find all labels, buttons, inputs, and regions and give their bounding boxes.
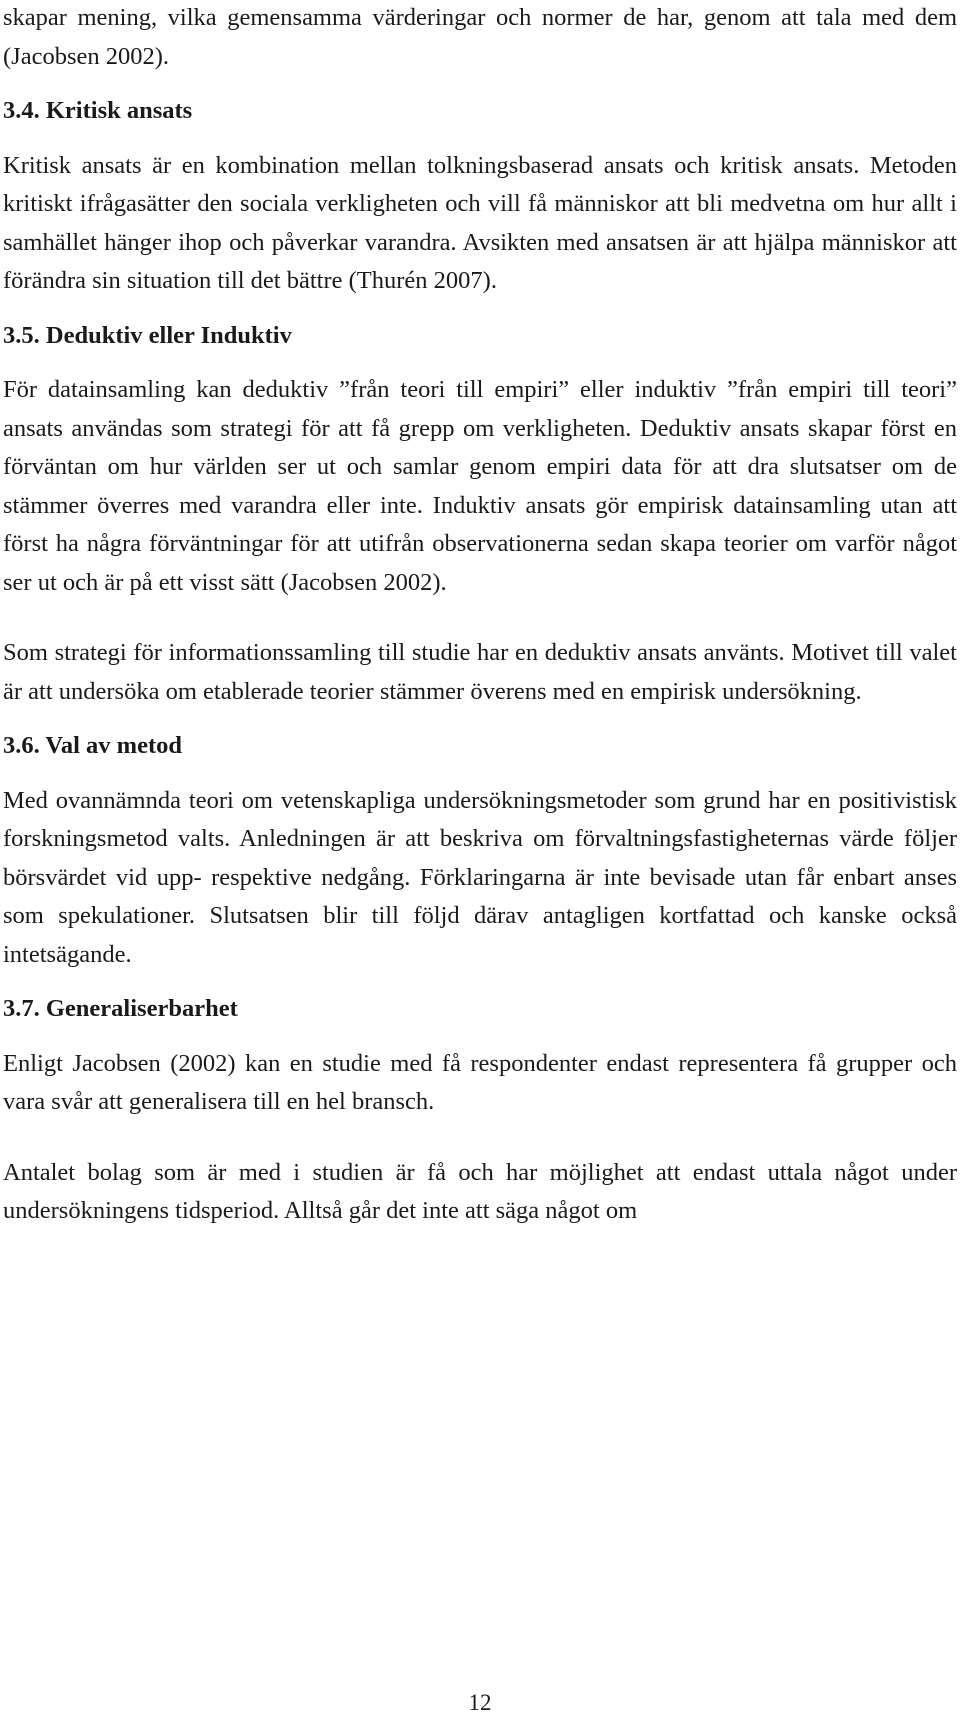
paragraph-val-av-metod: Med ovannämnda teori om vetenskapliga undersökningsmetoder som grund har en positivistisk forskningsmetod valts. Anledningen är att beskriva om förvaltningsfastigheternas värde följer börsvärdet vid upp- respektive nedgång. Förklaringarna är inte bevisade utan får enbart anses som spekulationer. Slutsatsen blir till följd därav antagligen kortfattad och kanske också intetsägande. xyxy=(3,786,957,968)
section-heading-3-4: 3.4. Kritisk ansats xyxy=(3,97,193,124)
paragraph-antalet-bolag: Antalet bolag som är med i studien är få och har möjlighet att endast uttala något under undersökningens tidsperiod. Alltså går det inte att säga något om xyxy=(3,1158,957,1224)
paragraph-kritisk-ansats: Kritisk ansats är en kombination mellan tolkningsbaserad ansats och kritisk ansats. Metoden kritiskt ifrågasätter den sociala verkligheten och vill få människor att bli medvetna om hur allt i samhället hänger ihop och påverkar varandra. Avsikten med ansatsen är att hjälpa människor att förändra sin situation till det bättre (Thurén 2007). xyxy=(3,151,957,294)
section-heading-3-5: 3.5. Deduktiv eller Induktiv xyxy=(3,321,292,349)
section-heading-3-6: 3.6. Val av metod xyxy=(3,732,183,759)
document-page xyxy=(3,0,957,1231)
paragraph-strategi: Som strategi för informationssamling till studie har en deduktiv ansats använts. Motivet till valet är att undersöka om etablerade teorier stämmer överens med en empirisk undersökning. xyxy=(3,639,957,705)
section-heading-3-7: 3.7. Generaliserbarhet xyxy=(3,995,238,1022)
paragraph-generaliserbarhet: Enligt Jacobsen (2002) kan en studie med få respondenter endast representera få grupper och vara svår att generalisera till en hel bransch. xyxy=(3,1049,957,1115)
paragraph-deduktiv-induktiv: För datainsamling kan deduktiv ”från teori till empiri” eller induktiv ”från empiri till teori” ansats användas som strategi för att få grepp om verkligheten. Deduktiv ansats skapar först en förväntan om hur världen ser ut och samlar genom empiri data för att dra slutsatser om de stämmer överres med varandra eller inte. Induktiv ansats gör empirisk datainsamling utan att först ha några förväntningar för att utifrån observationerna sedan skapa teorier om varför något ser ut och är på ett visst sätt (Jacobsen 2002). xyxy=(3,376,957,596)
paragraph-continuation: skapar mening, vilka gemensamma värderingar och normer de har, genom att tala med dem (Jacobsen 2002). xyxy=(3,4,957,70)
page-number: 12 xyxy=(468,1690,492,1715)
